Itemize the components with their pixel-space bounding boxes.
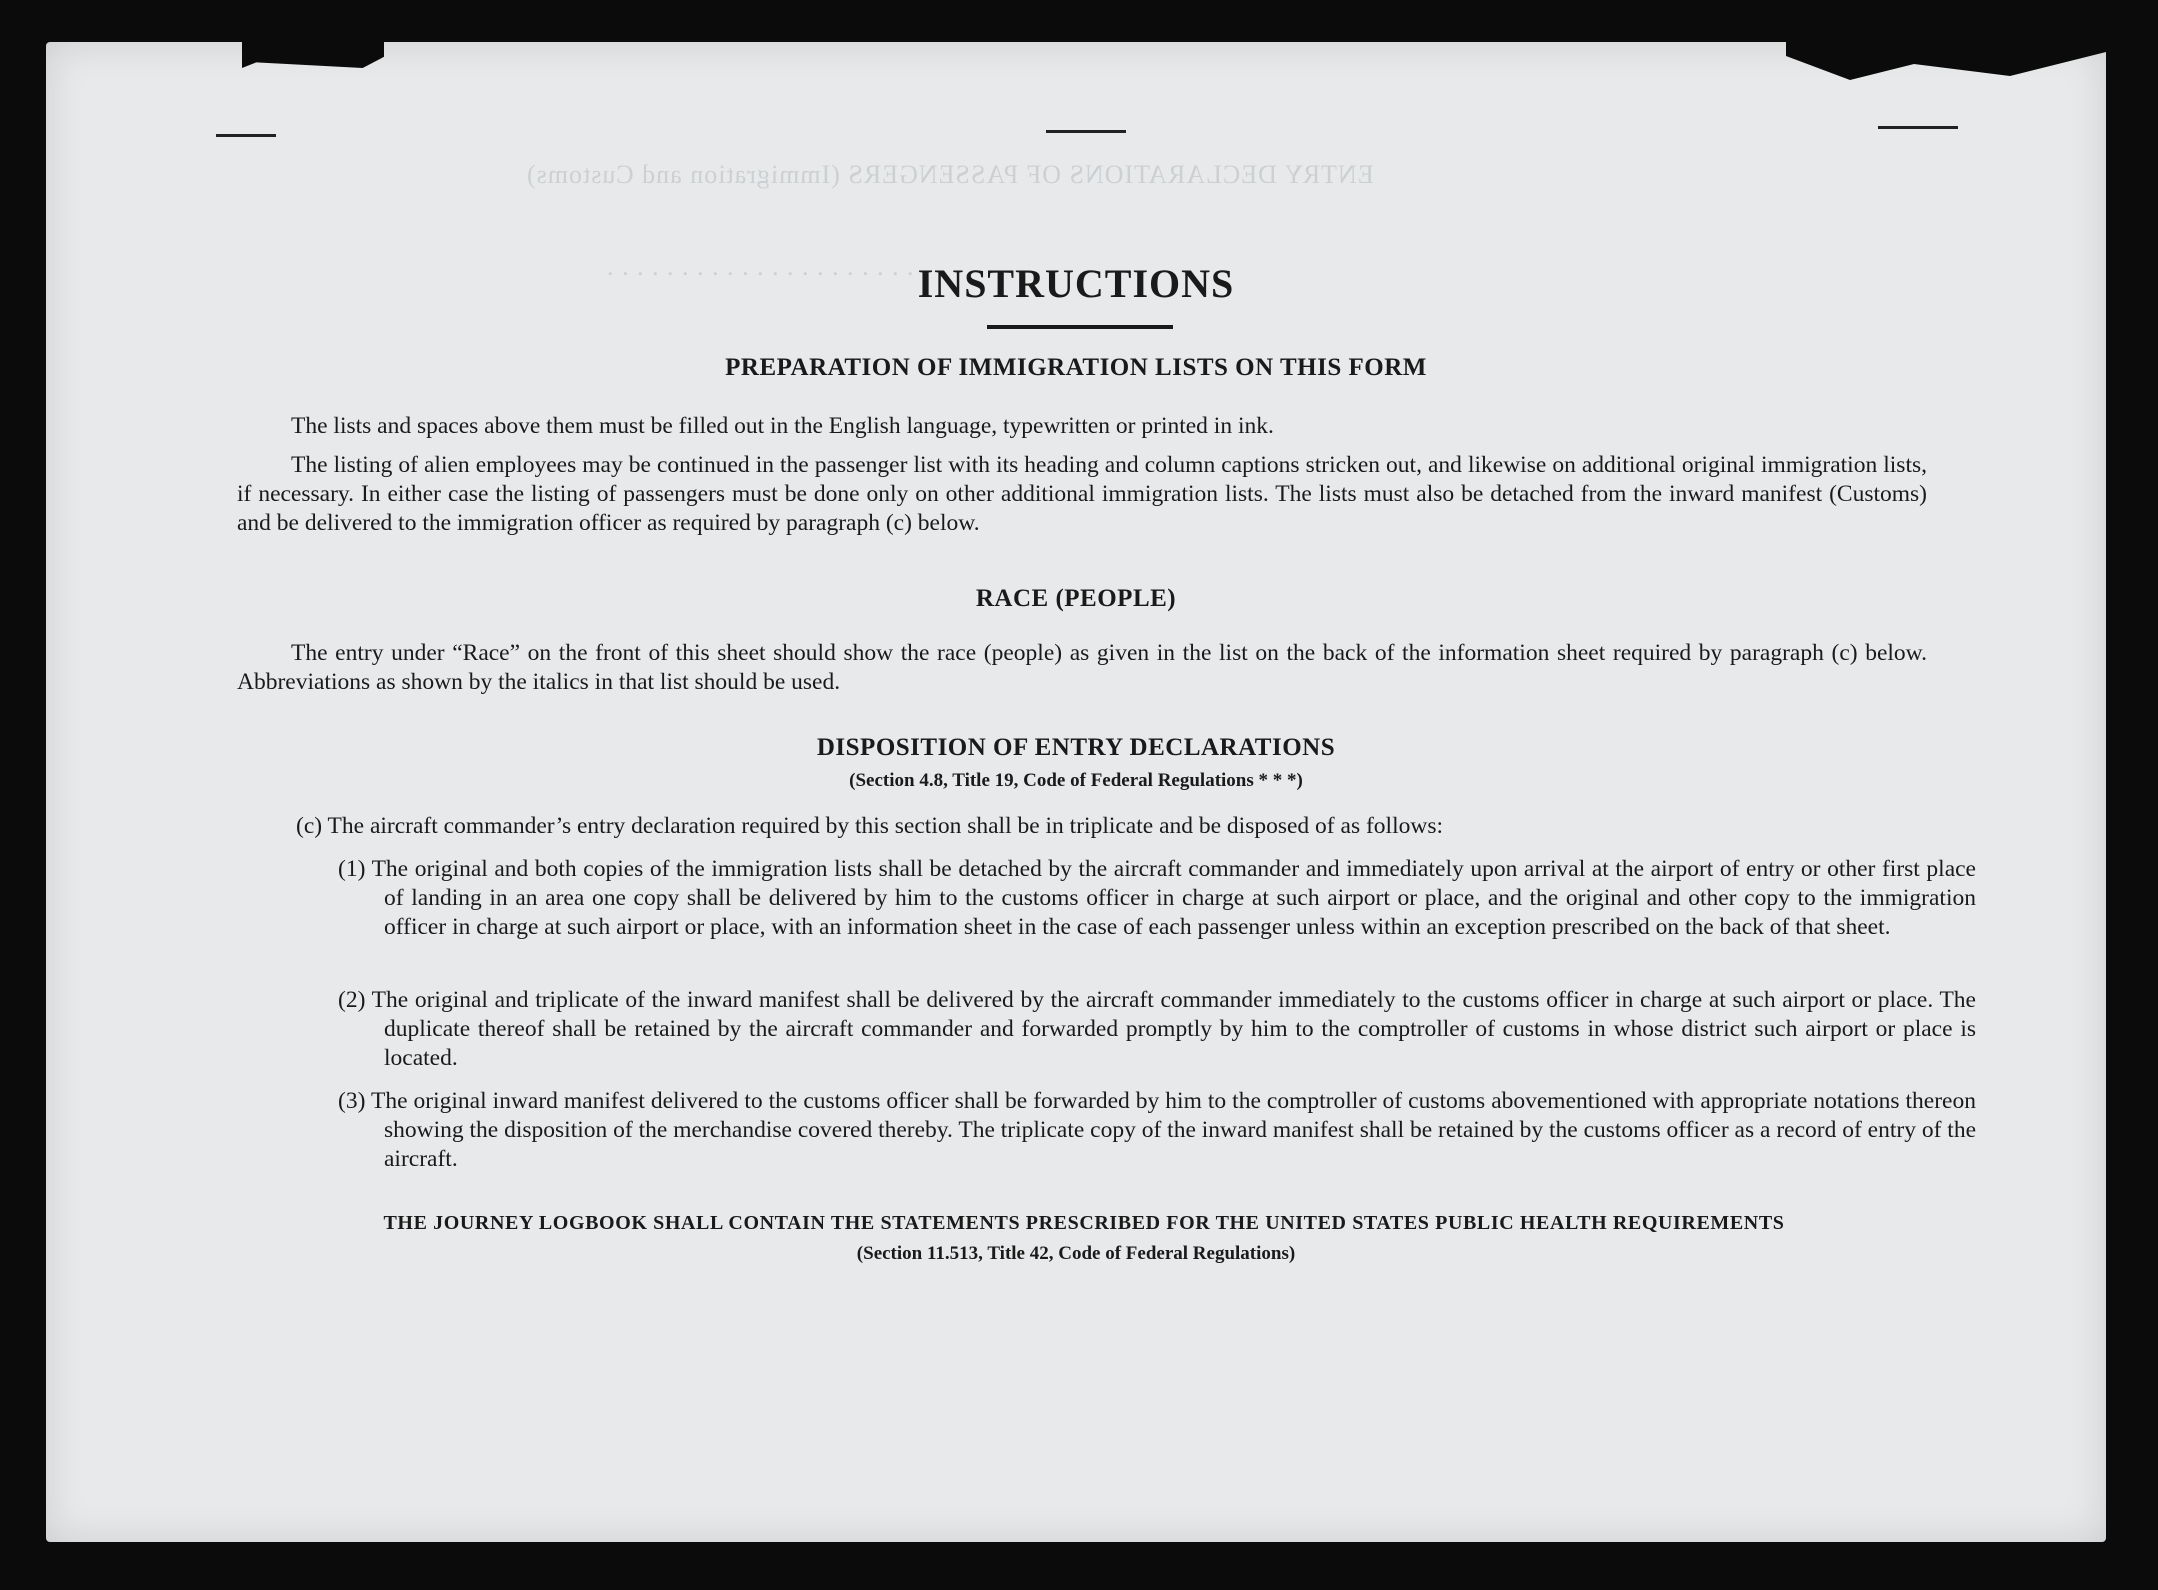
footer-citation: (Section 11.513, Title 42, Code of Federal Regulations) [856,1243,1296,1264]
paragraph-race: The entry under “Race” on the front of this sheet should show the race (people) as given in the list on the back of the information sheet required by paragraph (c) below. Abbreviations as shown by the italics in that list should be used. [237,640,1927,695]
list-item: (1) The original and both copies of the immigration lists shall be detached by the aircraft commander and immediately upon arrival at the airport of entry or other first place of landing in an area one copy shall be delivered by him to the customs officer in charge at such airport or place, and the original and other copy to the immigration officer in charge at such airport or place, with an information sheet in the case of each passenger unless within an exception prescribed on the back of that sheet. [338,856,1976,940]
footer-statement: THE JOURNEY LOGBOOK SHALL CONTAIN THE STATEMENTS PRESCRIBED FOR THE UNITED STATES PUBLIC HEALTH REQUIREMENTS [383,1212,1785,1234]
section-heading-race: RACE (PEOPLE) [975,585,1177,612]
instructions-content [46,42,2106,1542]
section-citation: (Section 4.8, Title 19, Code of Federal Regulations * * *) [849,770,1303,791]
section-heading-preparation: PREPARATION OF IMMIGRATION LISTS ON THIS FORM [725,354,1427,381]
page-title: INSTRUCTIONS [917,261,1235,306]
section-heading-disposition: DISPOSITION OF ENTRY DECLARATIONS [816,734,1336,761]
paragraph-intro: (c) The aircraft commander’s entry declaration required by this section shall be in triplicate and be disposed of as follows: [296,813,1443,839]
paragraph-languages: The lists and spaces above them must be filled out in the English language, typewritten or printed in ink. [291,413,1274,439]
title-underline [987,325,1173,329]
list-item: (2) The original and triplicate of the inward manifest shall be delivered by the aircraft commander immediately to the customs officer in charge at such airport or place. The duplicate thereof shall be retained by the aircraft commander and forwarded promptly by him to the comptroller of customs in whose district such airport or place is located. [338,987,1976,1071]
bleed-through-text: . . . . . . . . . . . . . . . . . . . . . . [606,252,929,281]
document-sheet [46,42,2106,1542]
paragraph-listing: The listing of alien employees may be continued in the passenger list with its heading and column captions stricken out, and likewise on additional original immigration lists, if necessary. In either case the listing of passengers must be done only on other additional immigration lists. The lists must also be detached from the inward manifest (Customs) and be delivered to the immigration officer as required by paragraph (c) below. [237,452,1927,536]
bleed-through-text: ENTRY DECLARATIONS OF PASSENGERS (Immigration and Customs) [526,160,1374,189]
list-item: (3) The original inward manifest delivered to the customs officer shall be forwarded by him to the comptroller of customs abovementioned with appropriate notations thereon showing the disposition of the merchandise covered thereby. The triplicate copy of the inward manifest shall be retained by the customs officer as a record of entry of the aircraft. [338,1088,1976,1172]
